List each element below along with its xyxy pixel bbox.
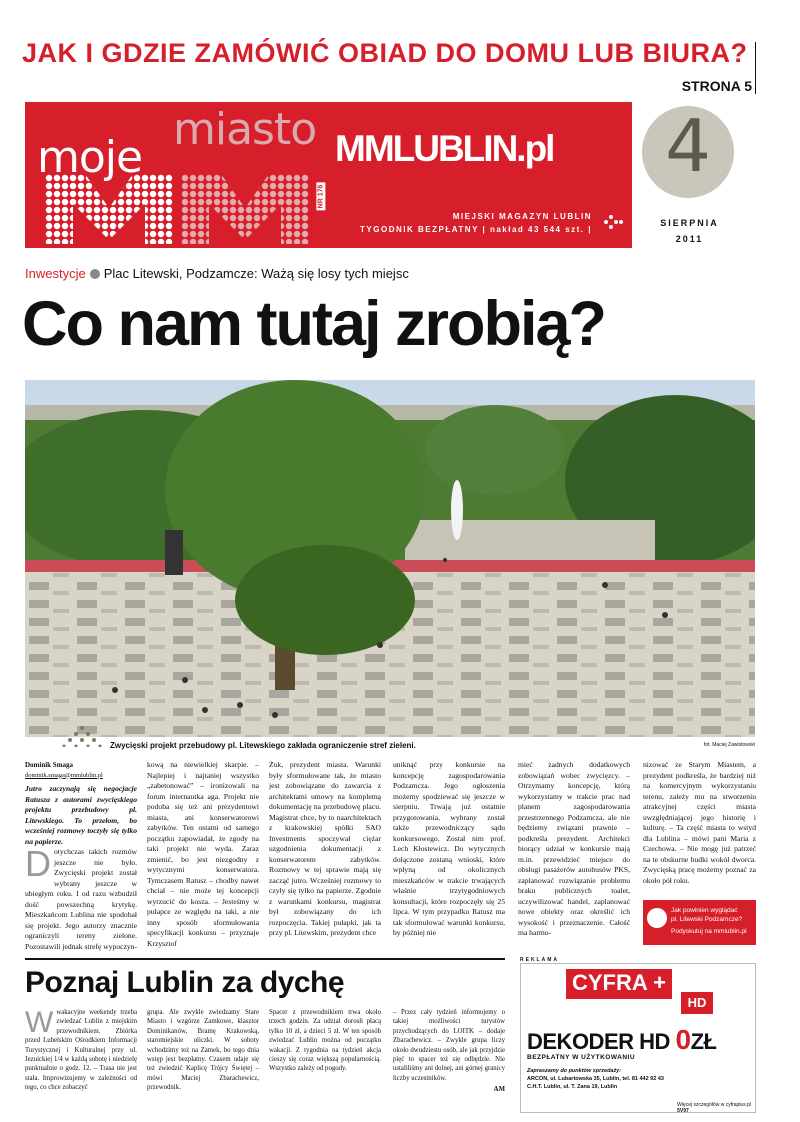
- photo-credit: fot. Maciej Zawistowski: [703, 742, 755, 748]
- masthead-moje: moje: [37, 132, 143, 183]
- secondary-drop-cap: W: [25, 1006, 54, 1039]
- article-body-1: [25, 843, 137, 952]
- article-body-1-text: otychczas takich rozmów jeszcze nie było. Zwycięski projekt został wybrany jeszcze w ubiegłym roku. I od razu wzbudził dość powszechną krytykę. Mieszkańcom Lublina nie spodobał się projekt. Jego autorzy znacznie ograniczyli tereny zielone. Pozostawili jednak strefę wypoczyn-: [25, 847, 137, 951]
- secondary-column-1: [25, 1008, 137, 1093]
- advert-addresses: [527, 1067, 751, 1091]
- article-column-2: kową na niewielkiej skarpie. – Najlepiej i najtaniej wszystko „zabetonować” – ironizowali na forum internautka aga. Projekt nie podoba się też ani prezydentowi miasta, ani konserwatorowi zabytków. Ten ostatni od samego początku zapowiadał, że zgody na taki projekt nie wyda. Zaraz zmienić, bo jest niezgodny z wytycznymi konserwatora. Tymczasem Ratusz – chodby nawet chciał – nie może tej koncepcji wyrzucić do kosza. – Jesteśmy w pułapce ze względu na taki, a nie inny sposób sformułowania specyfikacji konkursu – przyznaje Krzysztof: [147, 760, 259, 948]
- advert-cyfra[interactable]: [520, 963, 756, 1113]
- advert-label: REKLAMA: [520, 957, 559, 963]
- advert-currency: ZŁ: [690, 1029, 717, 1054]
- dots-decoration-icon: [62, 725, 102, 747]
- advert-note: BEZPŁATNY W UŻYTKOWANIU: [527, 1054, 636, 1061]
- issue-date: [632, 102, 757, 248]
- date-month: SIERPNIA: [660, 218, 719, 228]
- top-teaser-headline[interactable]: JAK I GDZIE ZAMÓWIĆ OBIAD DO DOMU LUB BIURA?: [22, 38, 748, 68]
- article-column-4: uniknąć przy konkursie na koncepcję zagospodarowania Podzamcza. Jego ogłoszenia możemy spodziewać się jeszcze w sierpniu. Trwają już ostatnie przygotowania, wybrany został także przewodniczący sądu konkursowego. Został nim prof. Lech Kłostewicz. Do wytycznych dołączone zostaną wnioski, które wpłyną od okolicznych mieszkańców w trakcie trwających właśnie trzytygodniowych konsultacji, które rozpoczęły się 25 lipca. W tym przypadku Ratusz ma tak sformułować warunki konkursu, by później nie: [393, 760, 505, 937]
- advert-footnote: [677, 1102, 751, 1114]
- drop-cap: D: [25, 843, 51, 884]
- article-kicker: [25, 266, 409, 281]
- plus-icon: +: [653, 970, 666, 995]
- article-column-1: [25, 760, 137, 952]
- masthead-subtitle-line2: TYGODNIK BEZPŁATNY | nakład 43 544 szt. |: [360, 225, 592, 234]
- advert-price: 0: [675, 1024, 691, 1055]
- bullet-icon: [90, 269, 100, 279]
- photo-caption: Zwycięski projekt przebudowy pl. Litewskiego zakłada ograniczenie stref zieleni.: [110, 741, 416, 750]
- article-photo: [25, 380, 755, 737]
- masthead: [25, 102, 632, 248]
- masthead-miasto: miasto: [173, 104, 317, 155]
- advert-brand: [566, 969, 672, 999]
- date-day: 4: [665, 104, 711, 188]
- secondary-column-3: Spacer z przewodnikiem trwa około trzech godzin. Za udział dorosłi płacą tylko 10 zł, a dzieci 5 zł. W ten sposób zwiedzać Lublin można od początku wakacji. Z tygodnia na tydzień akcja cieszy się coraz większą popularnością. Wszystko zależy od pogody.: [269, 1009, 381, 1073]
- secondary-column-4-text: – Przez cały tydzień informujemy o takiej możliwości turystów przychodzących do LOITK – dodaje Zbarachewicz. – Zwykle grupa liczy około dwudziestu osób, ale jak przyjdzie pięć to spacer też się odbędzie. Nie ustaliliśmy ani dolnej, ani górnej granicy liczby uczestników.: [393, 1009, 505, 1082]
- article-lead: Jutro zaczynają się negocjacje Ratusza z autorami zwycięskiego projektu przebudowy pl. Litewskiego. To przełom, bo wcześniej rozmowy toczyły się tylko na papierze.: [25, 784, 137, 846]
- promo-line1: Jak powinien wyglądać: [671, 907, 738, 914]
- masthead-subtitle: [360, 210, 592, 236]
- article-category[interactable]: Inwestycje: [25, 266, 86, 281]
- top-divider: [755, 42, 756, 94]
- mm-logo-icon: [45, 174, 315, 244]
- date-year: 2011: [675, 234, 704, 244]
- advert-hd-badge: HD: [681, 992, 713, 1014]
- advert-product-name: DEKODER HD: [527, 1029, 670, 1054]
- section-divider: [25, 958, 505, 960]
- advert-address-2: C.H.T. Lublin, ul. T. Zana 19, Lublin: [527, 1084, 618, 1090]
- advert-footnote-text: Więcej szczegółów w cyfraplus.pl: [677, 1102, 751, 1108]
- advert-code: 5V97: [677, 1108, 689, 1114]
- promo-line2: pl. Litewski Podzamcze?: [671, 916, 743, 923]
- article-column-3: Żuk, prezydent miasta. Warunki były sformułowane tak, że miasto jest zobowiązane do zawarcia z architektami umowy na kompletną dokumentację na przebudowę placu. Magistrat chce, by to naarchitektach z krakowskiej spółki SAO Investments spoczywał ciężar uzgodnienia dokumentacji z konserwatorem zabytków. Rozmowy w tej sprawie mają się zacząć jutro. Wcześniej rozmowy to czyły się tylko na papierze. Zgodnie z warunkami konkursu, magistrat był zobowiązany do ich rozpoczęcia. Takiej pułapki, jak ta przy pl. Litewskim, prezydent chce: [269, 760, 381, 937]
- promo-line3[interactable]: Podyskutuj na mmlublin.pl: [671, 928, 747, 935]
- article-headline[interactable]: Co nam tutaj zrobią?: [22, 289, 606, 359]
- masthead-subtitle-line1: MIEJSKI MAGAZYN LUBLIN: [452, 212, 592, 221]
- secondary-column-2: grupa. Ale zwykle zwiedzamy Stare Miasto i wzgórze Zamkowe, klasztor Dominikanów, Bramę Krakowską, staromiejskie uliczki. W soboty wchodzimy też na Zamek, bo tego dnia wstęp jest bezpłatny. Czasem udaje się też zwiedzić Kaplicę Trójcy Świętej – mówi Maciej Zbarachewicz, przewodnik.: [147, 1009, 259, 1092]
- secondary-column-4: [393, 1008, 505, 1095]
- discussion-promo[interactable]: [643, 900, 756, 945]
- secondary-signature: AM: [493, 1086, 505, 1094]
- advert-address-1: ARCON, ul. Lubartowska 35, Lublin, tel. 81 442 92 43: [527, 1076, 664, 1082]
- article-column-5: mieć żadnych dodatkowych zobowiązań wobec zwycięzcy. – Otrzymamy koncepcję, którą wykorzystamy w trakcie prac nad planem zagospodarowania przestrzennego Podzamcza, ale nie będziemy związani prawnie – podkreśla prezydent. Architekci biorący udział w konkursie mają m.in. przewidzieć miejsce do obsługi pasażerów autobusów PKS, zaplanować rozwiązanie problemu braku publicznych toalet, uczywilizować handel, zaplanować nowe obiekty oraz określić ich wysokość i przeznaczenie. Całość ma harmo-: [518, 760, 630, 937]
- top-teaser-page-ref: STRONA 5: [681, 78, 752, 94]
- advert-brand-text: CYFRA: [572, 970, 647, 995]
- author-email[interactable]: dominik.smaga@mmlublin.pl: [25, 771, 103, 779]
- article-column-6: nizować ze Starym Miastem, a prezydent podkreśla, że bardziej niż na komercyjnym wykorzystaniu terenu, zależy mu na stworzeniu atrakcyjnej części miasta uwzględniającej jego historię i kulturę. – Ta część miasta to wstyd dla Lublina – mówi pani Maria z Czechowa. – Nie mogę już patrzeć na te obskurne budki wokół dworca. Zwycięską pracę możemy poznać za około pół roku.: [643, 760, 756, 885]
- chevron-right-icon: [602, 210, 626, 234]
- secondary-column-1-text: wakacyjne weekendy trzeba zwiedzać Lublin z miejskim przewodnikiem. Zbiórka przed Lubelskim Ośrodkiem Informacji Turystycznej i Kulturalnej przy ul. Jezuickiej 1/4 w każdą sobotę i niedzielę punktualnie o godz. 12. – Trasa nie jest stała. Improwizujemy w zależności od tego, co chce zobaczyć: [25, 1009, 137, 1092]
- advert-seller-title: Zapraszamy do punktów sprzedaży:: [527, 1068, 622, 1074]
- masthead-url[interactable]: MMLUBLIN.pl: [335, 128, 554, 169]
- mm-logo-small-icon: [647, 908, 667, 928]
- article-kicker-text: Plac Litewski, Podzamcze: Ważą się losy tych miejsc: [103, 266, 409, 281]
- advert-product: [527, 1024, 717, 1056]
- secondary-headline[interactable]: Poznaj Lublin za dychę: [25, 966, 345, 999]
- issue-number: NR 176: [317, 184, 325, 209]
- author-name: Dominik Smaga: [25, 761, 74, 769]
